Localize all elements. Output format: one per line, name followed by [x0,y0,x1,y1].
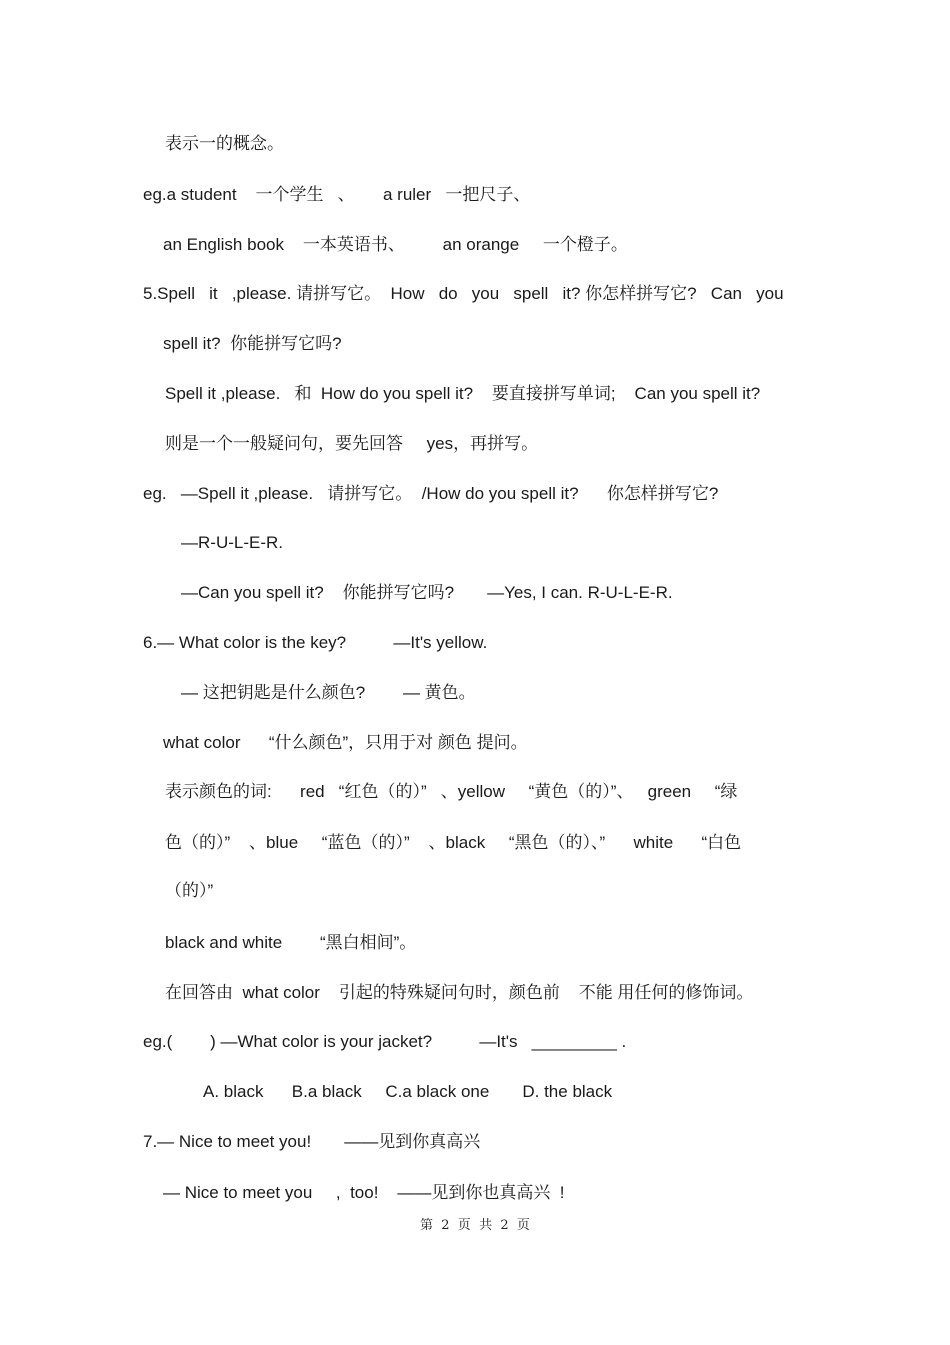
text-line: an English book 一本英语书、 an orange 一个橙子。 [163,235,628,254]
text-line: Spell it ,please. 和 How do you spell it? 要直接拼写单词; Can you spell it? [165,384,761,403]
text-line: — Nice to meet you , too! ——见到你也真高兴 ! [163,1183,565,1202]
page-footer: 第 2 页 共 2 页 [420,1218,530,1233]
text-line: 5.Spell it ,please. 请拼写它。 How do you spell it? 你怎样拼写它? Can you [143,284,784,303]
text-line: 则是一个一般疑问句，要先回答 yes，再拼写。 [165,434,539,453]
text-line: black and white “黑白相间”。 [165,933,417,952]
text-line: A. black B.a black C.a black one D. the black [203,1082,613,1101]
text-line: eg. —Spell it ,please. 请拼写它。 /How do you spell it? 你怎样拼写它? [143,484,719,503]
text-line: （的）” [165,881,214,900]
text-line: 色（的）” 、blue “蓝色（的）” 、black “黑色（的）、” white “白色 [165,833,742,852]
text-line: eg.a student 一个学生 、 a ruler 一把尺子、 [143,185,531,204]
text-line: —R-U-L-E-R. [181,533,283,552]
text-line: 表示颜色的词: red “红色（的）” 、yellow “黄色（的）”、 green “绿 [165,782,738,801]
text-line: 7.— Nice to meet you! ——见到你真高兴 [143,1132,481,1151]
text-line: spell it? 你能拼写它吗? [163,334,342,353]
text-line: 表示一的概念。 [165,134,284,153]
text-line: what color “什么颜色”，只用于对 颜色 提问。 [163,733,528,752]
text-line: eg.( ) —What color is your jacket? —It's _________ . [143,1032,627,1051]
text-line: 6.— What color is the key? —It's yellow. [143,633,488,652]
text-line: 在回答由 what color 引起的特殊疑问句时，颜色前 不能 用任何的修饰词。 [165,983,754,1002]
text-line: — 这把钥匙是什么颜色? — 黄色。 [181,683,476,702]
text-line: —Can you spell it? 你能拼写它吗? —Yes, I can. R-U-L-E-R. [181,583,673,602]
